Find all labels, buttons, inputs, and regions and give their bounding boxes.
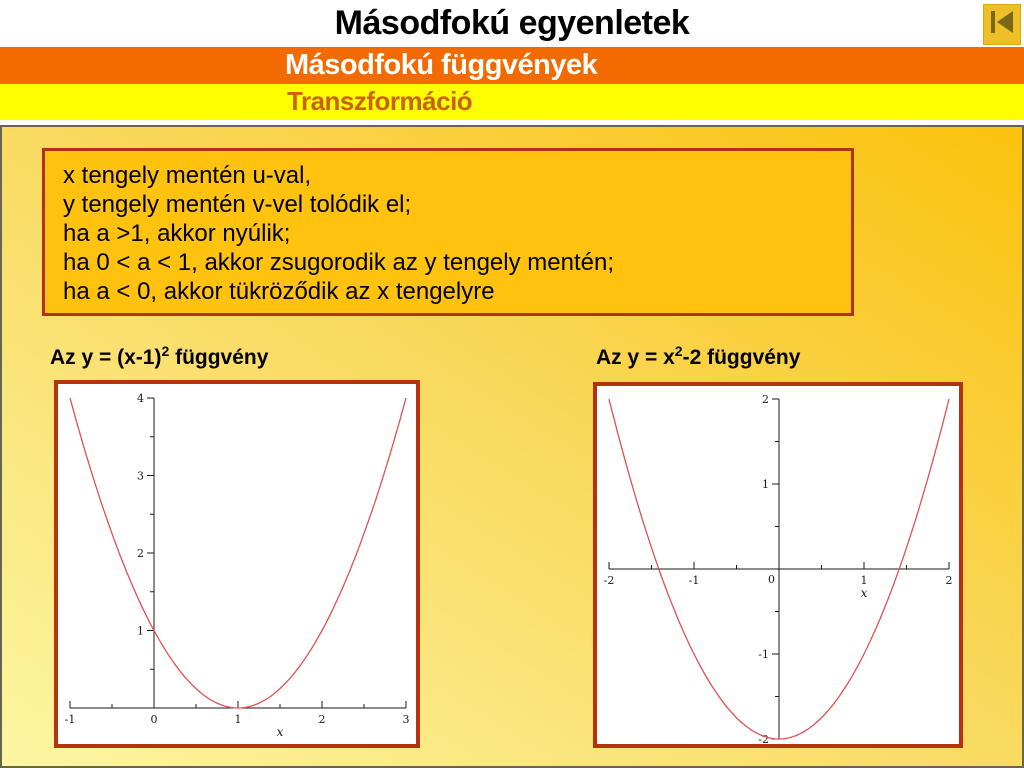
svg-text:-2: -2	[603, 574, 615, 587]
title-bar	[0, 0, 1024, 47]
figure-label-text: Az y = (x-1)	[50, 346, 162, 369]
page-title: Másodfokú egyenletek	[334, 4, 690, 42]
plot-canvas-left	[58, 384, 416, 744]
svg-text:0: 0	[150, 713, 158, 726]
svg-text:0: 0	[768, 573, 775, 586]
parabola-plot-left	[54, 380, 420, 748]
figure-label-sup: 2	[161, 343, 170, 359]
figure-label-text: -2 függvény	[682, 346, 801, 369]
figure-label-text: Az y = x	[596, 346, 675, 369]
section-title: Transzformáció	[287, 86, 473, 116]
svg-text:1: 1	[137, 624, 144, 638]
plot-canvas-right	[597, 386, 959, 744]
skip-back-icon	[988, 9, 1016, 40]
back-button[interactable]	[983, 4, 1021, 45]
svg-text:2: 2	[945, 574, 953, 587]
svg-text:3: 3	[137, 469, 144, 483]
svg-text:2: 2	[137, 547, 144, 560]
content-panel	[0, 125, 1024, 768]
subtitle-bar	[0, 47, 1024, 84]
rule-line: y tengely mentén v-vel tolódik el;	[63, 191, 412, 218]
parabola-plot-right	[593, 382, 963, 748]
svg-text:-1: -1	[688, 574, 700, 587]
svg-text:3: 3	[402, 713, 410, 726]
transformation-rules-box	[42, 148, 854, 316]
rule-line: x tengely mentén u-val,	[63, 162, 312, 189]
rule-line: ha a >1, akkor nyúlik;	[63, 220, 291, 247]
svg-text:-1: -1	[64, 713, 76, 726]
svg-text:2: 2	[318, 713, 326, 726]
svg-text:2: 2	[762, 393, 769, 406]
subtitle: Másodfokú függvények	[285, 49, 598, 81]
svg-text:-1: -1	[758, 648, 769, 661]
svg-text:x: x	[860, 586, 868, 600]
rule-line: ha 0 < a < 1, akkor zsugorodik az y tengely mentén;	[63, 249, 614, 276]
figure-label-sup: 2	[674, 343, 683, 359]
svg-text:1: 1	[762, 478, 769, 491]
svg-text:x: x	[276, 725, 284, 739]
svg-text:1: 1	[234, 713, 242, 726]
rule-line: ha a < 0, akkor tükröződik az x tengelyre	[63, 278, 495, 305]
figure-label-left	[50, 343, 268, 370]
section-bar	[0, 84, 1024, 120]
figure-label-text: függvény	[169, 346, 269, 369]
svg-text:-2: -2	[758, 733, 769, 746]
svg-text:1: 1	[860, 574, 868, 587]
figure-label-right	[596, 343, 800, 370]
svg-text:4: 4	[137, 392, 144, 405]
